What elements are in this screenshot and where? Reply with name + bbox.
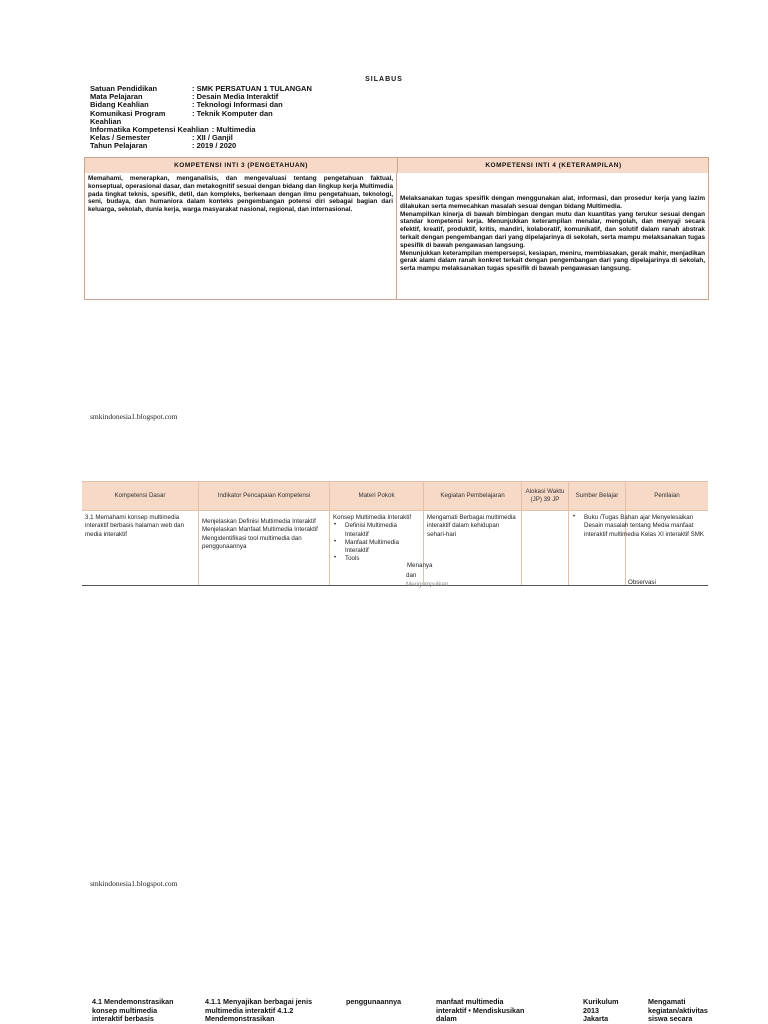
meta-value: : Teknik Komputer dan <box>192 108 273 118</box>
kegiatan-overflow-text: Mengumpulkan <box>406 581 449 588</box>
materi-title: Konsep Multimedia Interaktif <box>333 514 412 521</box>
penilaian-text: Observasi <box>628 578 656 586</box>
kd-col-header: Sumber Belajar <box>569 482 626 510</box>
meta-value: : SMK PERSATUAN 1 TULANGAN <box>192 84 312 93</box>
meta-key: Mata Pelajaran <box>90 92 143 102</box>
kd-header <box>82 481 708 511</box>
kd-col-header: Kompetensi Dasar <box>82 482 199 510</box>
indikator-item: Mengidentifikasi tool multimedia dan penggunaannya <box>202 534 302 550</box>
sumber-4-1-text: Kurikulum 2013 Jakarta <box>583 997 619 1023</box>
meta-key: Komunikasi Program Keahlian <box>90 108 166 126</box>
materi-4-1-text: penggunaannya <box>346 997 402 1006</box>
kegiatan-cell <box>406 511 522 588</box>
alokasi-cell <box>522 511 569 585</box>
meta-key: Tahun Pelajaran <box>90 141 148 151</box>
indikator-4-1-text: 4.1.1 Menyajikan berbagai jenis multimedia interaktif 4.1.2 Mendemonstrasikan <box>205 997 313 1023</box>
kegiatan-overflow-text: Menanya <box>407 562 433 569</box>
ki4-paragraph-2: Menampilkan kinerja di bawah bimbingan dengan mutu dan kuantitas yang terukur sesuai dengan standar kompetensi kerja. Menunjukkan keterampilan menalar, mengolah, dan menyaji secara efektif, kreatif, produktif, kritis, mandiri, kolaboratif, komunikatif, dan solutif dalam ranah abstrak terkait dengan pengembangan dari yang dipelajarinya di sekolah, serta mampu melaksanakan tugas spesifik di bawah pengawasan langsung. <box>400 210 705 249</box>
source-watermark: smkindonesia1.blogspot.com <box>90 879 178 888</box>
penilaian-4-1-text: Mengamati kegiatan/aktivitas siswa secara <box>648 997 708 1023</box>
meta-value: : Multimedia <box>211 125 256 135</box>
meta-value: : Desain Media Interaktif <box>192 92 279 102</box>
kegiatan-text: Mengamati Berbagai multimedia interaktif dalam kehidupan sehari-hari <box>427 514 516 538</box>
kegiatan-overflow-text: dan <box>406 572 417 579</box>
kd-4-1-text: 4.1 Mendemonstrasikan konsep multimedia interaktif berbasis <box>92 997 174 1023</box>
document-title: SILABUS <box>365 76 403 83</box>
indikator-item: Menjelaskan Manfaat Multimedia Interaktif <box>202 526 318 534</box>
ki-body <box>85 173 708 299</box>
ki-header <box>85 158 708 173</box>
meta-row <box>90 142 312 150</box>
ki4-text <box>397 173 708 299</box>
kompetensi-dasar-table <box>82 481 708 586</box>
kd-col-header: Kegiatan Pembelajaran <box>424 482 522 510</box>
penilaian-cell <box>626 511 708 585</box>
ki4-paragraph-3: Menunjukkan keterampilan mempersepsi, kesiapan, meniru, membiasakan, gerak mahir, menjadikan gerak alami dalam ranah konkret terkait dengan pengembangan dari yang dipelajarinya di sekolah, serta mampu melaksanakan tugas spesifik di bawah pengawasan langsung. <box>400 249 705 273</box>
ki3-text <box>85 173 397 299</box>
indikator-item: Menjelaskan Definisi Multimedia Interaktif <box>202 518 316 525</box>
indikator-cell <box>199 511 330 585</box>
meta-key: Bidang Keahlian <box>90 100 149 110</box>
meta-value: : Teknologi Informasi dan <box>192 100 283 110</box>
source-watermark: smkindonesia1.blogspot.com <box>90 412 178 421</box>
kd-cell <box>82 511 199 585</box>
meta-value: : 2019 / 2020 <box>192 141 237 151</box>
meta-value: : XII / Ganjil <box>192 133 233 143</box>
materi-item: • Tools <box>333 555 420 563</box>
kegiatan-4-1-text: manfaat multimedia interaktif • Mendiskusikan dalam <box>436 997 525 1023</box>
kd-col-header: Penilaian <box>654 492 680 499</box>
kompetensi-inti-table <box>84 157 709 300</box>
kd-col-header: Materi Pokok <box>330 482 424 510</box>
kd-text: 3.1 Memahami konsep multimedia interaktif berbasis halaman web dan media interaktif <box>85 514 185 538</box>
kd-row <box>82 511 708 586</box>
materi-item: • Definisi Multimedia Interaktif <box>333 522 420 539</box>
kd-col-header: Alokasi Waktu (JP) 39 JP <box>522 482 569 510</box>
meta-key: Informatika Kompetensi Keahlian <box>90 125 209 135</box>
meta-key: Satuan Pendidikan <box>90 84 158 93</box>
ki3-header: KOMPETENSI INTI 3 (PENGETAHUAN) <box>85 158 398 173</box>
sumber-text: • Buku /Tugas Bahan ajar Menyelesaikan Desain masalah tentang Media manfaat interaktif multimedia Kelas XI interaktif SMK <box>572 514 704 539</box>
ki4-header: KOMPETENSI INTI 4 (KETERAMPILAN) <box>485 162 622 169</box>
meta-row <box>90 110 312 126</box>
identity-block <box>90 85 312 151</box>
kd-col-header: Indikator Pencapaian Kompetensi <box>199 482 330 510</box>
meta-key: Kelas / Semester <box>90 133 151 143</box>
materi-item: • Manfaat Multimedia Interaktif <box>333 539 420 556</box>
ki4-paragraph-1: Melaksanakan tugas spesifik dengan menggunakan alat, informasi, dan prosedur kerja yang lazim dilakukan serta memecahkan masalah sesuai dengan bidang Multimedia. <box>400 195 705 210</box>
ki3-paragraph: Memahami, menerapkan, menganalisis, dan mengevaluasi tentang pengetahuan faktual, konseptual, operasional dasar, dan metakognitif sesuai dengan bidang dan lingkup kerja Multimedia pada tingkat teknis, spesifik, detil, dan kompleks, berkenaan dengan ilmu pengetahuan, teknologi, seni, budaya, dan humaniora dalam konteks pengembangan potensi diri sebagai bagian dari keluarga, sekolah, dunia kerja, warga masyarakat nasional, regional, dan internasional. <box>88 175 393 214</box>
